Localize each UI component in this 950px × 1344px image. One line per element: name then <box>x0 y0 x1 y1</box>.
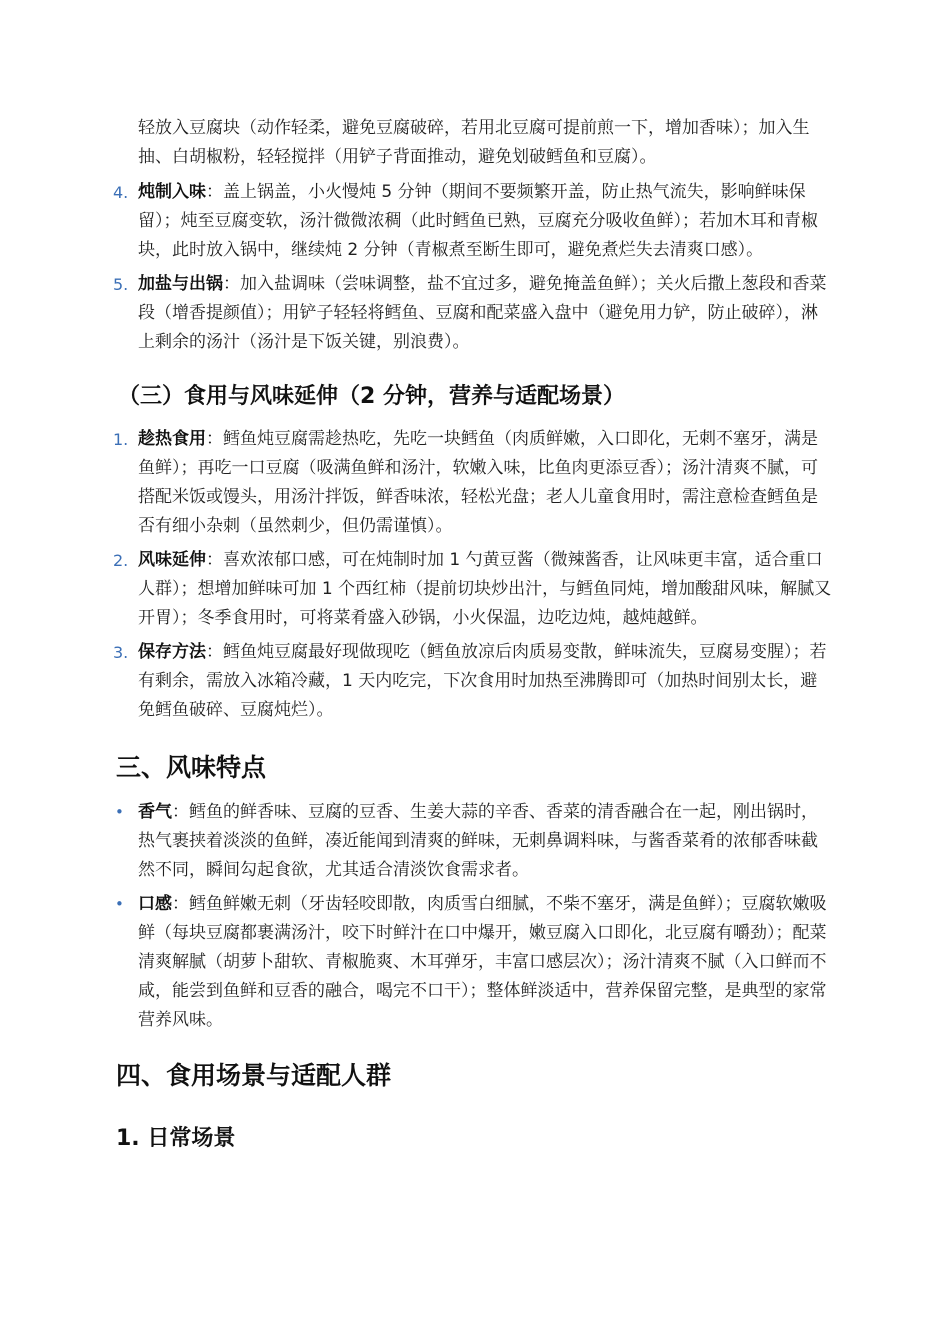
section-scene-heading: 四、食用场景与适配人群 <box>116 1061 392 1090</box>
eat-item-2-marker: 2. <box>113 551 129 570</box>
eat-item-3-paragraph <box>138 638 832 725</box>
eat-item-3-title: 保存方法 <box>138 642 206 662</box>
step-4-text: ：盖上锅盖，小火慢炖 5 分钟（期间不要频繁开盖，防止热气流失，影响鲜味保留）；炖至豆腐变软，汤汁微微浓稠（此时鳕鱼已熟，豆腐充分吸收鱼鲜）；若加木耳和青椒块，此时放入锅中，继续炖 2 分钟（青椒煮至断生即可，避免煮烂失去清爽口感）。 <box>138 182 818 260</box>
eat-item-3-marker: 3. <box>113 643 129 662</box>
step-4-marker: 4. <box>113 183 129 202</box>
eat-item-2-title: 风味延伸 <box>138 550 206 570</box>
step-5-title: 加盐与出锅 <box>138 274 223 294</box>
step-4-paragraph <box>138 178 832 265</box>
flavor-item-2-paragraph <box>138 890 832 1035</box>
eat-item-2-paragraph <box>138 546 832 633</box>
step-5-marker: 5. <box>113 275 129 294</box>
flavor-item-1-title: 香气 <box>138 802 172 822</box>
eat-item-1-text: ：鳕鱼炖豆腐需趁热吃，先吃一块鳕鱼（肉质鲜嫩，入口即化，无刺不塞牙，满是鱼鲜）；再吃一口豆腐（吸满鱼鲜和汤汁，软嫩入味，比鱼肉更添豆香）；汤汁清爽不腻，可搭配米饭或馒头，用汤汁拌饭，鲜香味浓，轻松光盘；老人儿童食用时，需注意检查鳕鱼是否有细小杂刺（虽然刺少，但仍需谨慎）。 <box>138 429 818 536</box>
step-5-paragraph <box>138 270 832 357</box>
eat-item-1-marker: 1. <box>113 430 129 449</box>
flavor-item-2-title: 口感 <box>138 894 172 914</box>
section-flavor-heading: 三、风味特点 <box>116 753 267 782</box>
eat-item-3-text: ：鳕鱼炖豆腐最好现做现吃（鳕鱼放凉后肉质易变散，鲜味流失，豆腐易变腥）；若有剩余，需放入冰箱冷藏，1 天内吃完，下次食用时加热至沸腾即可（加热时间别太长，避免鳕鱼破碎、豆腐炖烂）。 <box>138 642 827 720</box>
eat-item-1-paragraph <box>138 425 832 541</box>
eat-item-1-title: 趁热食用 <box>138 429 206 449</box>
section-eat-heading: （三）食用与风味延伸（2 分钟，营养与适配场景） <box>118 384 625 409</box>
flavor-item-1-bullet: • <box>115 803 124 821</box>
flavor-item-2-bullet: • <box>115 895 124 913</box>
intro-paragraph: 轻放入豆腐块（动作轻柔，避免豆腐破碎，若用北豆腐可提前煎一下，增加香味）；加入生抽、白胡椒粉，轻轻搅拌（用铲子背面推动，避免划破鳕鱼和豆腐）。 <box>138 118 810 167</box>
step-5-text: ：加入盐调味（尝味调整，盐不宜过多，避免掩盖鱼鲜）；关火后撒上葱段和香菜段（增香提颜值）；用铲子轻轻将鳕鱼、豆腐和配菜盛入盘中（避免用力铲，防止破碎），淋上剩余的汤汁（汤汁是下饭关键，别浪费）。 <box>138 274 827 352</box>
step-4-title: 炖制入味 <box>138 182 206 202</box>
flavor-item-1-text: ：鳕鱼的鲜香味、豆腐的豆香、生姜大蒜的辛香、香菜的清香融合在一起，刚出锅时，热气裹挟着淡淡的鱼鲜，凑近能闻到清爽的鲜味，无刺鼻调料味，与酱香菜肴的浓郁香味截然不同，瞬间勾起食欲，尤其适合清淡饮食需求者。 <box>138 802 818 880</box>
eat-item-2-text: ：喜欢浓郁口感，可在炖制时加 1 勺黄豆酱（微辣酱香，让风味更丰富，适合重口人群）；想增加鲜味可加 1 个西红柿（提前切块炒出汁，与鳕鱼同炖，增加酸甜风味，解腻又开胃）；冬季食用时，可将菜肴盛入砂锅，小火保温，边吃边炖，越炖越鲜。 <box>138 550 832 628</box>
flavor-item-2-text: ：鳕鱼鲜嫩无刺（牙齿轻咬即散，肉质雪白细腻，不柴不塞牙，满是鱼鲜）；豆腐软嫩吸鲜（每块豆腐都裹满汤汁，咬下时鲜汁在口中爆开，嫩豆腐入口即化，北豆腐有嚼劲）；配菜清爽解腻（胡萝卜甜软、青椒脆爽、木耳弹牙，丰富口感层次）；汤汁清爽不腻（入口鲜而不咸，能尝到鱼鲜和豆香的融合，喝完不口干）；整体鲜淡适中，营养保留完整，是典型的家常营养风味。 <box>138 894 827 1030</box>
daily-scene-subheading: 1. 日常场景 <box>116 1126 236 1151</box>
flavor-item-1-paragraph <box>138 798 832 885</box>
